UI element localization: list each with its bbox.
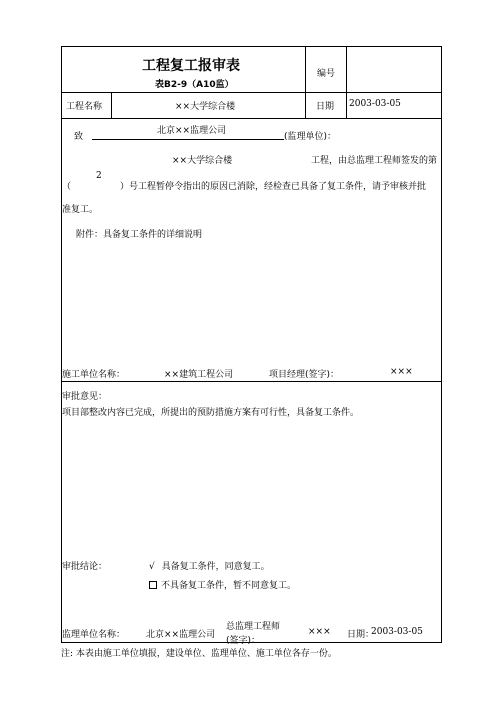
checkbox-empty-icon bbox=[149, 581, 157, 589]
rule-header bbox=[62, 92, 441, 93]
to-underline bbox=[92, 139, 284, 140]
conclusion-label: 审批结论： bbox=[62, 562, 108, 572]
divider-number-value bbox=[346, 47, 347, 118]
project-name-label: 工程名称 bbox=[66, 102, 103, 112]
option-agree-label: 具备复工条件，同意复工。 bbox=[161, 562, 270, 572]
chief-label-1: 总监理工程师 bbox=[226, 622, 281, 632]
pm-value: ××× bbox=[390, 367, 413, 377]
chief-label-2: (签字)： bbox=[226, 636, 261, 646]
review-date-value: 2003-03-05 bbox=[371, 627, 423, 637]
opinion-text: 项目部整改内容已完成，所提出的预防措施方案有可行性，具备复工条件。 bbox=[62, 408, 360, 418]
review-date-label: 日期： bbox=[347, 630, 375, 640]
attachment: 附件：具备复工条件的详细说明 bbox=[76, 230, 203, 240]
line3: 准复工。 bbox=[62, 205, 99, 215]
line2: ）号工程暂停令指出的原因已消除，经检查已具备了复工条件，请予审核并批 bbox=[120, 182, 427, 192]
project-name-value: ××大学综合楼 bbox=[175, 102, 236, 112]
chief-value: ××× bbox=[308, 627, 331, 637]
rule-application bbox=[62, 381, 441, 382]
contractor-label: 施工单位名称： bbox=[62, 370, 126, 380]
date-value: 2003-03-05 bbox=[349, 99, 401, 109]
form-code: 表B2-9（A10监） bbox=[155, 80, 234, 90]
contractor-value: ××建筑工程公司 bbox=[164, 370, 234, 380]
date-label: 日期 bbox=[316, 102, 335, 112]
divider-number bbox=[305, 47, 306, 118]
option-disagree bbox=[149, 578, 296, 591]
supervisor-label: 监理单位名称： bbox=[62, 630, 126, 640]
to-prefix: 致 bbox=[74, 132, 84, 142]
opinion-label: 审批意见： bbox=[62, 392, 108, 402]
line1-tail: 工程，由总监理工程师签发的第 bbox=[311, 156, 438, 166]
divider-project-name bbox=[111, 92, 112, 118]
to-suffix: (监理单位)： bbox=[284, 132, 337, 142]
option-disagree-label: 不具备复工条件，暂不同意复工。 bbox=[161, 581, 297, 591]
pm-label: 项目经理(签字)： bbox=[269, 370, 340, 380]
to-value: 北京××监理公司 bbox=[157, 126, 227, 136]
project-ref-value: ××大学综合楼 bbox=[172, 156, 233, 166]
rule-project bbox=[62, 118, 441, 119]
supervisor-value: 北京××监理公司 bbox=[146, 630, 216, 640]
order-number: 2 bbox=[96, 171, 102, 181]
check-icon: √ bbox=[149, 562, 155, 572]
resumption-form bbox=[61, 46, 442, 646]
form-title: 工程复工报审表 bbox=[142, 58, 240, 74]
number-label: 编号 bbox=[317, 69, 336, 79]
option-agree bbox=[149, 559, 270, 572]
footnote: 注: 本表由施工单位填报，建设单位、监理单位、施工单位各存一份。 bbox=[61, 649, 337, 659]
paren-open: （ bbox=[62, 182, 72, 192]
